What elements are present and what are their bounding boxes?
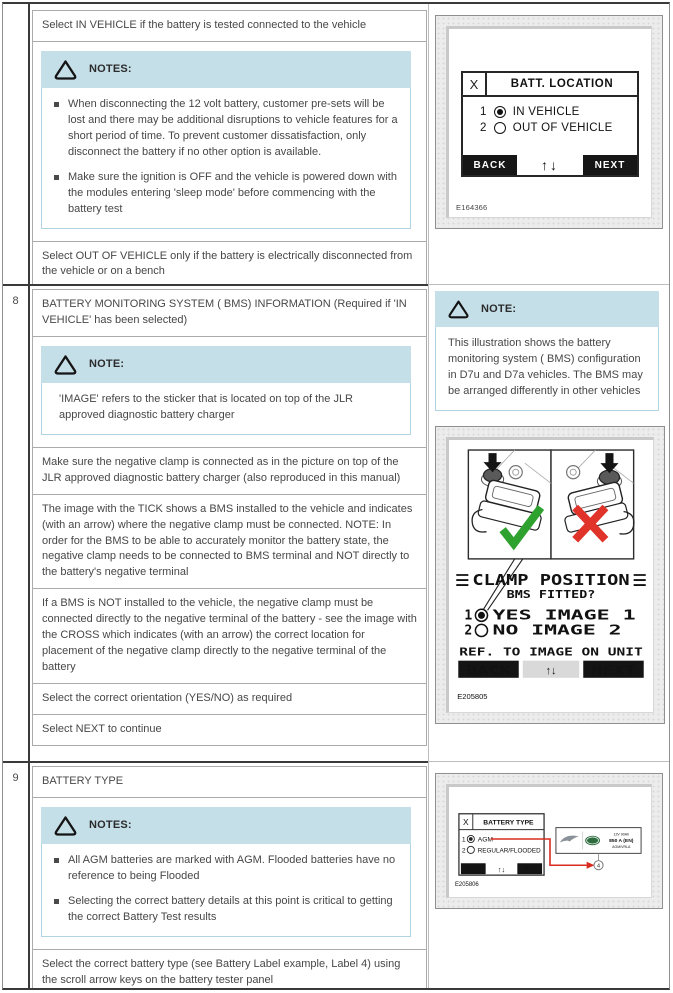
notes-box bbox=[41, 51, 411, 229]
note-item-text: Make sure the ignition is OFF and the vehicle is powered down with the modules entering 'sleep mode' before commencing with the battery test bbox=[68, 170, 397, 215]
option-number: 2 bbox=[461, 847, 466, 855]
paragraph-cell: Make sure the negative clamp is connected as in the picture on top of the JLR approved diagnostic battery charger (also reproduced in this manual) bbox=[32, 447, 427, 495]
paragraph-cell: Select IN VEHICLE if the battery is tested connected to the vehicle bbox=[32, 10, 427, 42]
back-button-label: BACK bbox=[466, 662, 512, 678]
next-button-label: NEXT bbox=[591, 662, 637, 678]
option-label: NO IMAGE 2 bbox=[492, 623, 622, 639]
battery-type-illustration bbox=[451, 790, 649, 889]
table-row-8 bbox=[3, 284, 669, 761]
battery-label bbox=[556, 828, 641, 870]
radio-icon bbox=[475, 624, 487, 636]
paragraph-cell: If a BMS is NOT installed to the vehicle, the negative clamp must be connected directly to the negative terminal of the battery - see the image with the CROSS which indicates (with an arrow) the correct location for placement of the negative clamp directly to the negative terminal of the battery bbox=[32, 588, 427, 684]
screen-title: BATT. LOCATION bbox=[510, 78, 614, 90]
notes-header bbox=[435, 291, 659, 327]
notes-title: NOTES: bbox=[89, 819, 132, 832]
next-button-label: NEXT bbox=[522, 866, 537, 873]
note-item bbox=[54, 853, 400, 885]
note-triangle-icon bbox=[53, 815, 78, 836]
option-label: OUT OF VEHICLE bbox=[512, 122, 613, 134]
step-title-cell: BATTERY TYPE bbox=[32, 766, 427, 798]
row8-illustration-column bbox=[428, 284, 669, 761]
screen-ref-line: REF. TO IMAGE ON UNIT bbox=[459, 646, 643, 659]
clamp-position-illustration bbox=[452, 445, 650, 703]
screen-close-icon: X bbox=[463, 817, 469, 828]
notes-box bbox=[41, 807, 411, 937]
figure-box-clamp-position bbox=[435, 426, 665, 724]
figure-box-battery-type bbox=[435, 773, 663, 909]
figure-panel bbox=[446, 437, 654, 713]
figure-code: E205806 bbox=[454, 882, 479, 889]
manual-page bbox=[2, 2, 670, 990]
back-button: BACK bbox=[463, 155, 517, 175]
note-item-text: Selecting the correct battery details at this point is critical to getting the correct Battery Test results bbox=[68, 894, 393, 923]
notes-cell bbox=[32, 797, 427, 950]
bullet-square-icon bbox=[54, 175, 59, 180]
option-number: 1 bbox=[464, 608, 473, 624]
notes-title: NOTE: bbox=[89, 358, 125, 371]
option-number: 1 bbox=[461, 836, 466, 844]
option-label: IN VEHICLE bbox=[512, 106, 580, 118]
scroll-arrows-icon: ↑↓ bbox=[497, 865, 506, 875]
radio-selected-icon bbox=[494, 106, 506, 118]
notes-body bbox=[41, 383, 411, 435]
row8-content bbox=[30, 284, 428, 761]
step-title-cell: BATTERY MONITORING SYSTEM ( BMS) INFORMATION (Required if 'IN VEHICLE' has been selected) bbox=[32, 289, 427, 337]
option-number: 1 bbox=[480, 106, 487, 118]
note-item bbox=[54, 97, 400, 161]
notes-header bbox=[41, 346, 411, 383]
screen-option-1 bbox=[480, 106, 637, 118]
paragraph-cell: Select the correct battery type (see Battery Label example, Label 4) using the scroll arrow keys on the battery tester panel bbox=[32, 949, 427, 988]
note-item-text: This illustration shows the battery monitoring system ( BMS) configuration in D7u and D7a vehicles. The BMS may be arranged differently in other vehicles bbox=[448, 337, 643, 397]
notes-body bbox=[41, 844, 411, 937]
paragraph-cell: Select OUT OF VEHICLE only if the battery is electrically disconnected from the vehicle or on a bench bbox=[32, 241, 427, 285]
paragraph-cell: Select NEXT to continue bbox=[32, 714, 427, 746]
paragraph-cell: Select the correct orientation (YES/NO) as required bbox=[32, 683, 427, 715]
side-note-box bbox=[435, 291, 659, 411]
row9-content bbox=[30, 761, 428, 988]
notes-cell bbox=[32, 41, 427, 242]
row9-illustration-column bbox=[428, 761, 669, 988]
bullet-square-icon bbox=[54, 102, 59, 107]
bullet-square-icon bbox=[54, 858, 59, 863]
screen-title: CLAMP POSITION bbox=[472, 570, 630, 589]
screen-footer bbox=[463, 155, 637, 175]
figure-code: E164366 bbox=[456, 203, 488, 212]
option-number: 2 bbox=[480, 122, 487, 134]
label-line1: 12V 90Ah bbox=[613, 832, 630, 837]
note-triangle-icon bbox=[53, 354, 78, 375]
table-row-9 bbox=[3, 761, 669, 988]
notes-title: NOTE: bbox=[481, 303, 517, 315]
label-line2: 850 A (EN) bbox=[609, 838, 634, 844]
notes-box bbox=[41, 346, 411, 435]
paragraph-cell: The image with the TICK shows a BMS installed to the vehicle and indicates (with an arrow) where the negative clamp must be connected. NOTE: In order for the BMS to be able to accurately monitor the battery state, the negative clamp needs to be connected to BMS terminal and NOT directly to the battery's negative terminal bbox=[32, 494, 427, 590]
bullet-square-icon bbox=[54, 899, 59, 904]
step-number-cell: 9 bbox=[3, 761, 30, 988]
step-number-cell bbox=[3, 4, 30, 284]
figure-panel bbox=[446, 784, 652, 898]
label-line3: AGM/VRLA bbox=[612, 844, 631, 849]
row7-illustration-column bbox=[428, 4, 669, 284]
radio-icon bbox=[494, 122, 506, 134]
step-number-cell: 8 bbox=[3, 284, 30, 761]
figure-panel bbox=[446, 26, 652, 218]
scroll-arrows-icon: ↑↓ bbox=[545, 664, 557, 677]
option-number: 2 bbox=[464, 623, 473, 639]
label-callout-number: 4 bbox=[596, 863, 601, 870]
screen-options bbox=[463, 97, 637, 155]
row7-content bbox=[30, 4, 428, 284]
option-label: YES IMAGE 1 bbox=[492, 608, 636, 624]
figure-box-batt-location bbox=[435, 15, 663, 229]
option-label: AGM bbox=[477, 836, 494, 844]
notes-body bbox=[41, 88, 411, 229]
table-row-7 bbox=[3, 4, 669, 284]
screen-title: BATTERY TYPE bbox=[483, 819, 534, 827]
notes-title: NOTES: bbox=[89, 63, 132, 76]
screen-header bbox=[463, 73, 637, 97]
scroll-arrows-icon: ↑↓ bbox=[541, 157, 559, 173]
note-item-text: 'IMAGE' refers to the sticker that is located on top of the JLR approved diagnostic battery charger bbox=[59, 392, 354, 421]
note-item-text: When disconnecting the 12 volt battery, customer pre-sets will be lost and there may be additional disruptions to vehicle features for a short period of time. To prevent customer dissatisfaction, only disconnect the battery if no other option is available. bbox=[68, 97, 398, 158]
notes-body bbox=[435, 327, 659, 411]
note-item bbox=[54, 894, 400, 926]
screen-option-2 bbox=[480, 122, 637, 134]
notes-header bbox=[41, 51, 411, 88]
notes-header bbox=[41, 807, 411, 844]
note-item bbox=[54, 170, 400, 218]
note-triangle-icon bbox=[447, 299, 470, 319]
notes-cell bbox=[32, 336, 427, 448]
tester-screen-batt-location bbox=[461, 71, 639, 177]
figure-code: E205805 bbox=[457, 691, 488, 701]
back-button-label: BACK bbox=[465, 866, 481, 873]
note-item-text: All AGM batteries are marked with AGM. Flooded batteries have no reference to being Flooded bbox=[68, 853, 396, 882]
next-button: NEXT bbox=[583, 155, 637, 175]
screen-subtitle: BMS FITTED? bbox=[506, 588, 596, 601]
screen-close-icon: X bbox=[463, 73, 487, 95]
note-triangle-icon bbox=[53, 59, 78, 80]
option-label: REGULAR/FLOODED bbox=[477, 847, 541, 855]
